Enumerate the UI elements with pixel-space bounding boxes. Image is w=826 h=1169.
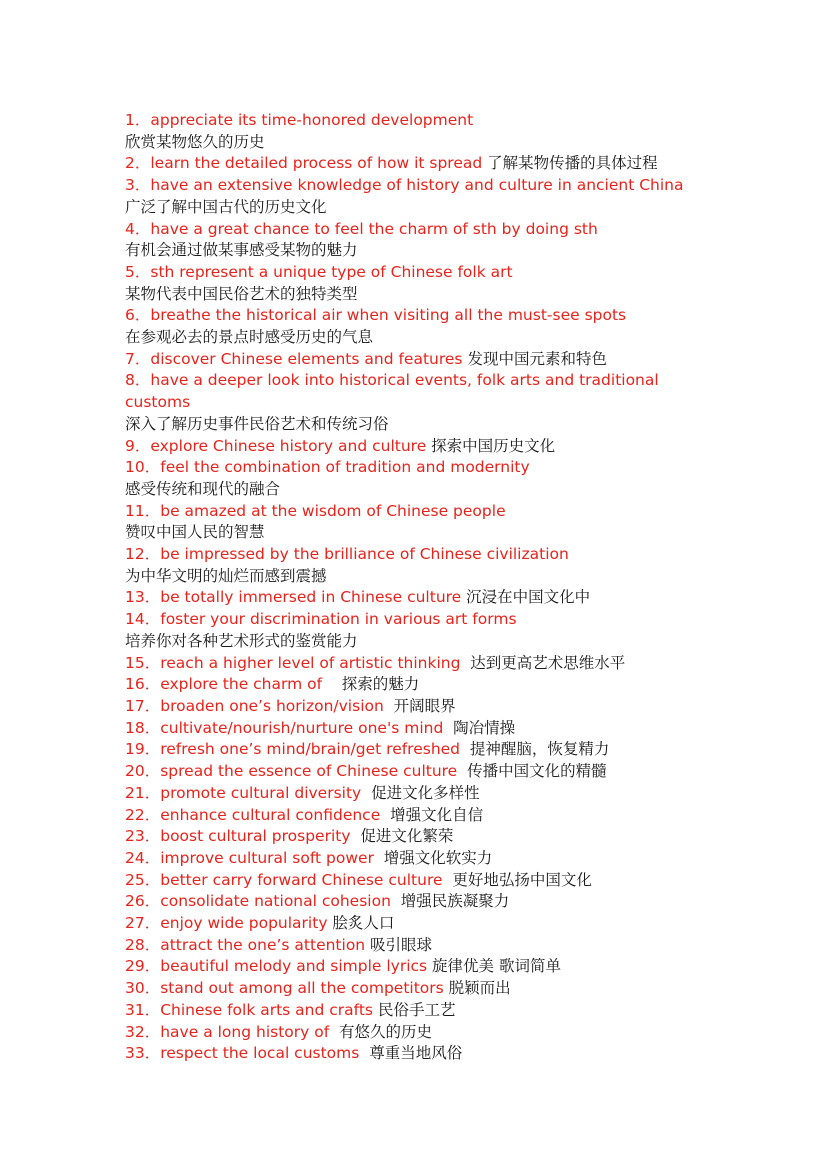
phrase-line: [125, 870, 725, 892]
english-phrase: promote cultural diversity: [160, 783, 362, 802]
english-phrase: be impressed by the brilliance of Chinese civilization: [160, 545, 569, 564]
english-phrase: be totally immersed in Chinese culture: [160, 588, 462, 607]
english-phrase: enhance cultural confidence: [160, 805, 381, 824]
translation-line: [125, 327, 725, 349]
phrase-number: 9．: [125, 436, 151, 455]
phrase-line: [125, 175, 725, 197]
english-phrase: boost cultural prosperity: [160, 827, 351, 846]
phrase-line: [125, 544, 725, 566]
phrase-number: 22．: [125, 805, 161, 824]
chinese-translation: 深入了解历史事件民俗艺术和传统习俗: [125, 414, 389, 433]
english-phrase: spread the essence of Chinese culture: [160, 762, 458, 781]
phrase-number: 8．: [125, 371, 151, 390]
english-phrase: have a deeper look into historical events, folk arts and traditional: [150, 371, 659, 390]
english-phrase: stand out among all the competitors: [160, 979, 444, 998]
english-phrase: have a great chance to feel the charm of sth by doing sth: [150, 219, 598, 238]
chinese-translation: 有悠久的历史: [329, 1022, 433, 1041]
chinese-translation: 增强文化自信: [380, 805, 484, 824]
phrase-number: 10．: [125, 458, 161, 477]
phrase-line: [125, 501, 725, 523]
english-phrase-continued: customs: [125, 393, 191, 412]
phrase-number: 16．: [125, 675, 161, 694]
phrase-line: [125, 457, 725, 479]
phrase-line: [125, 674, 725, 696]
translation-line: [125, 414, 725, 436]
english-phrase: breathe the historical air when visiting all the must-see spots: [150, 306, 627, 325]
phrase-line: [125, 739, 725, 761]
phrase-number: 6．: [125, 306, 151, 325]
phrase-number: 11．: [125, 501, 161, 520]
phrase-line: [125, 110, 725, 132]
phrase-number: 30．: [125, 979, 161, 998]
chinese-translation: 更好地弘扬中国文化: [442, 870, 592, 889]
phrase-number: 5．: [125, 262, 151, 281]
phrase-number: 1．: [125, 111, 151, 129]
chinese-translation: 民俗手工艺: [373, 1000, 456, 1019]
phrase-line: [125, 153, 725, 175]
phrase-number: 27．: [125, 914, 161, 933]
phrase-line: [125, 436, 725, 458]
translation-line: [125, 631, 725, 653]
english-phrase: improve cultural soft power: [160, 848, 374, 867]
phrase-number: 33．: [125, 1044, 161, 1063]
phrase-line: [125, 718, 725, 740]
chinese-translation: 开阔眼界: [383, 696, 456, 715]
english-phrase: reach a higher level of artistic thinking: [160, 653, 461, 672]
chinese-translation: 尊重当地风俗: [359, 1044, 463, 1063]
phrase-number: 2．: [125, 154, 151, 173]
phrase-number: 20．: [125, 762, 161, 781]
chinese-translation: 陶冶情操: [443, 718, 516, 737]
phrase-line: [125, 1022, 725, 1044]
phrase-line: [125, 305, 725, 327]
phrase-line: [125, 653, 725, 675]
phrase-number: 19．: [125, 740, 161, 759]
english-phrase: be amazed at the wisdom of Chinese people: [160, 501, 506, 520]
translation-line: [125, 197, 725, 219]
english-phrase: appreciate its time-honored development: [150, 111, 474, 129]
chinese-translation: 脍炙人口: [327, 914, 395, 933]
phrase-number: 24．: [125, 848, 161, 867]
phrase-number: 14．: [125, 610, 161, 629]
phrase-number: 15．: [125, 653, 161, 672]
english-phrase: beautiful melody and simple lyrics: [160, 957, 428, 976]
english-phrase: have an extensive knowledge of history and culture in ancient China: [150, 176, 684, 195]
phrase-line: [125, 848, 725, 870]
phrase-line-continued: [125, 392, 725, 414]
phrase-line: [125, 262, 725, 284]
translation-line: [125, 566, 725, 588]
phrase-line: [125, 370, 725, 392]
phrase-line: [125, 609, 725, 631]
phrase-number: 12．: [125, 545, 161, 564]
chinese-translation: 增强民族凝聚力: [390, 892, 510, 911]
phrase-number: 25．: [125, 870, 161, 889]
phrase-line: [125, 783, 725, 805]
phrase-number: 21．: [125, 783, 161, 802]
english-phrase: broaden one’s horizon/vision: [160, 696, 384, 715]
chinese-translation: 探索中国历史文化: [426, 436, 556, 455]
english-phrase: have a long history of: [160, 1022, 330, 1041]
chinese-translation: 传播中国文化的精髓: [457, 762, 607, 781]
chinese-translation: 促进文化繁荣: [350, 827, 454, 846]
chinese-translation: 旋律优美 歌词简单: [427, 957, 561, 976]
phrase-number: 17．: [125, 696, 161, 715]
phrase-line: [125, 891, 725, 913]
phrase-number: 23．: [125, 827, 161, 846]
chinese-translation: 赞叹中国人民的智慧: [125, 523, 265, 542]
phrase-number: 4．: [125, 219, 151, 238]
chinese-translation: 发现中国元素和特色: [462, 349, 607, 368]
english-phrase: attract the one’s attention: [160, 935, 366, 954]
phrase-line: [125, 349, 725, 371]
chinese-translation: 为中华文明的灿烂而感到震撼: [125, 566, 327, 585]
translation-line: [125, 522, 725, 544]
english-phrase: foster your discrimination in various art forms: [160, 610, 517, 629]
english-phrase: sth represent a unique type of Chinese folk art: [150, 262, 513, 281]
phrase-number: 28．: [125, 935, 161, 954]
translation-line: [125, 284, 725, 306]
phrase-line: [125, 935, 725, 957]
english-phrase: discover Chinese elements and features: [150, 349, 463, 368]
phrase-line: [125, 978, 725, 1000]
phrase-number: 31．: [125, 1000, 161, 1019]
phrase-line: [125, 587, 725, 609]
phrase-number: 18．: [125, 718, 161, 737]
english-phrase: consolidate national cohesion: [160, 892, 391, 911]
chinese-translation: 达到更高艺术思维水平: [460, 653, 626, 672]
phrase-number: 7．: [125, 349, 151, 368]
phrase-number: 29．: [125, 957, 161, 976]
chinese-translation: 增强文化软实力: [373, 848, 493, 867]
chinese-translation: 沉浸在中国文化中: [461, 588, 591, 607]
english-phrase: explore the charm of: [160, 675, 323, 694]
translation-line: [125, 479, 725, 501]
phrase-line: [125, 1000, 725, 1022]
english-phrase: feel the combination of tradition and modernity: [160, 458, 530, 477]
phrase-line: [125, 696, 725, 718]
translation-line: [125, 240, 725, 262]
english-phrase: better carry forward Chinese culture: [160, 870, 443, 889]
phrase-number: 3．: [125, 176, 151, 195]
translation-line: [125, 132, 725, 154]
english-phrase: enjoy wide popularity: [160, 914, 328, 933]
english-phrase: cultivate/nourish/nurture one's mind: [160, 718, 444, 737]
phrase-number: 26．: [125, 892, 161, 911]
phrase-line: [125, 219, 725, 241]
english-phrase: Chinese folk arts and crafts: [160, 1000, 374, 1019]
phrase-line: [125, 913, 725, 935]
phrase-line: [125, 1043, 725, 1065]
phrase-number: 32．: [125, 1022, 161, 1041]
chinese-translation: 有机会通过做某事感受某物的魅力: [125, 241, 358, 260]
chinese-translation: 吸引眼球: [365, 935, 433, 954]
english-phrase: learn the detailed process of how it spread: [150, 154, 483, 173]
chinese-translation: 感受传统和现代的融合: [125, 479, 281, 498]
chinese-translation: 提神醒脑，恢复精力: [460, 740, 610, 759]
english-phrase: respect the local customs: [160, 1044, 360, 1063]
document-page: [125, 110, 725, 1065]
phrase-line: [125, 805, 725, 827]
phrase-line: [125, 761, 725, 783]
phrase-number: 13．: [125, 588, 161, 607]
english-phrase: refresh one’s mind/brain/get refreshed: [160, 740, 461, 759]
chinese-translation: 广泛了解中国古代的历史文化: [125, 197, 327, 216]
chinese-translation: 了解某物传播的具体过程: [482, 154, 658, 173]
chinese-translation: 促进文化多样性: [361, 783, 480, 802]
chinese-translation: 探索的魅力: [322, 675, 420, 694]
phrase-line: [125, 956, 725, 978]
chinese-translation: 某物代表中国民俗艺术的独特类型: [125, 284, 358, 303]
chinese-translation: 欣赏某物悠久的历史: [125, 132, 265, 151]
chinese-translation: 在参观必去的景点时感受历史的气息: [125, 328, 374, 347]
chinese-translation: 脱颖而出: [443, 979, 511, 998]
chinese-translation: 培养你对各种艺术形式的鉴赏能力: [125, 631, 358, 650]
english-phrase: explore Chinese history and culture: [150, 436, 427, 455]
phrase-line: [125, 826, 725, 848]
